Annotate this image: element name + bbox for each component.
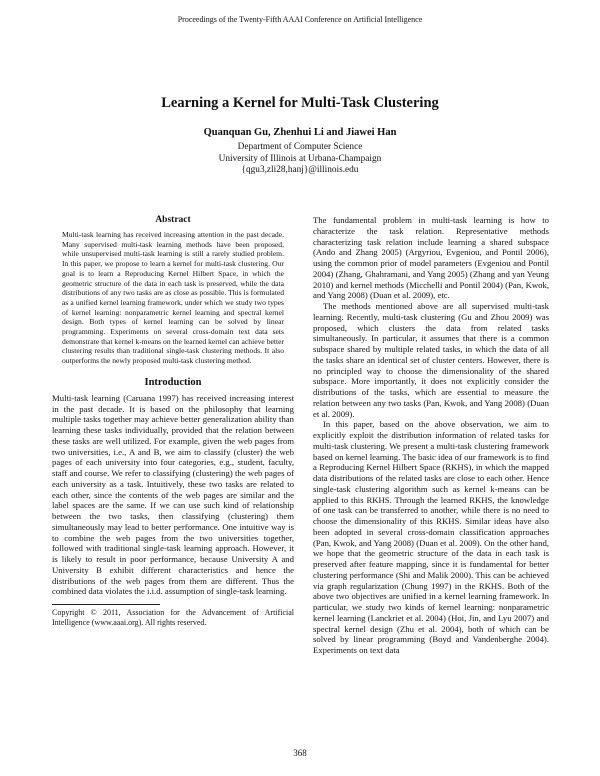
right-column: [313, 215, 549, 656]
body-paragraph-1: The fundamental problem in multi-task learning is how to characterize the task relation. Representative methods characterizing task relation include learning a shared subspace (Ando and Zhang 2005) (Argyriou, Evgeniou, and Pontil 2006), using the common prior of model parameters (Evgeniou and Pontil 2004) (Zhang, Ghahramani, and Yang 2005) (Zhang and yan Yeung 2010) and kernel methods (Micchelli and Pontil 2004) (Pan, Kwok, and Yang 2008) (Duan et al. 2009), etc.: [313, 215, 549, 301]
department: Department of Computer Science: [237, 142, 363, 152]
abstract-heading: Abstract: [155, 215, 191, 225]
left-column: [52, 215, 294, 628]
page-number: 368: [293, 748, 307, 758]
university: University of Illinois at Urbana-Champaign: [218, 153, 382, 164]
footnote-rule: [52, 604, 160, 605]
copyright-notice: Copyright © 2011, Association for the Advancement of Artificial Intelligence (www.aaai.org). All rights reserved.: [52, 608, 294, 627]
proceedings-header: Proceedings of the Twenty-Fifth AAAI Conference on Artificial Intelligence: [177, 15, 423, 24]
body-paragraph-3: In this paper, based on the above observation, we aim to explicitly exploit the distribution information of related tasks for multi-task clustering. We present a multi-task clustering framework based on kernel learning. The basic idea of our framework is to find a Reproducing Kernel Hilbert Space (RKHS), in which the mapped data distributions of the related tasks are close to each other. Hence single-task clustering algorithm such as kernel k-means can be applied to this RKHS. Through the learned RKHS, the knowledge of one task can be transferred to another, while there is no need to choose the dimensionality of this RKHS. Similar ideas have also been adopted in several cross-domain classification approaches (Pan, Kwok, and Yang 2008) (Duan et al. 2009). On the other hand, we hope that the geometric structure of the data in each task is preserved after feature mapping, since it is fundamental for better clustering performance (Shi and Malik 2000). This can be achieved via graph regularization (Chung 1997) in the RKHS. Both of the above two objectives are unified in a kernel learning framework. In particular, we study two kinds of kernel learning: nonparametric kernel learning (Lanckriet et al. 2004) (Hoi, Jin, and Lyu 2007) and spectral kernel design (Zhu et al. 2004), both of which can be solved by linear programming (Boyd and Vandenberghe 2004). Experiments on text data: [313, 419, 550, 655]
abstract-text: Multi-task learning has received increasing attention in the past decade. Many supervised multi-task learning methods have been proposed, while unsupervised multi-task learning is still a rarely studied problem. In this paper, we propose to learn a kernel for multi-task clustering. Our goal is to learn a Reproducing Kernel Hilbert Space, in which the geometric structure of the data in each task is preserved, while the data distributions of any two tasks are as close as possible. This is formulated as a unified kernel learning framework, under which we study two types of kernel learning: nonparametric kernel learning and spectral kernel design. Both types of kernel learning can be solved by linear programming. Experiments on several cross-domain text data sets demonstrate that kernel k-means on the learned kernel can achieve better clustering results than traditional single-task clustering methods. It also outperforms the newly proposed multi-task clustering method.: [62, 230, 284, 366]
paper-authors: Quanquan Gu, Zhenhui Li and Jiawei Han: [203, 127, 397, 138]
paper-title: Learning a Kernel for Multi-Task Clustering: [161, 95, 439, 111]
author-email: {qgu3,zli28,hanj}@illinois.edu: [241, 165, 359, 175]
author-affiliation: [0, 142, 600, 177]
introduction-paragraph: Multi-task learning (Caruana 1997) has received increasing interest in the past decade. It is based on the philosophy that learning multiple tasks together may achieve better generalization ability than learning these tasks individually, provided that the relation between these tasks are well utilized. For example, given the web pages from two universities, i.e., A and B, we aim to classify (cluster) the web pages of each university into four categories, e.g., student, faculty, staff and course. We refer to classifying (clustering) the web pages of each university as a task. Intuitively, these two tasks are related to each other, since the contents of the web pages are similar and the label spaces are the same. If we can use such kind of relationship between the two tasks, then classifying (clustering) them simultaneously may lead to better performance. One intuitive way is to combine the web pages from the two universities together, followed with traditional single-task learning approach. However, it is likely to result in poor performance, because University A and University B exhibit different characteristics and hence the distributions of the web pages from them are different. Thus the combined data violates the i.i.d. assumption of single-task learning.: [52, 392, 294, 597]
body-paragraph-2: The methods mentioned above are all supervised multi-task learning. Recently, multi-task clustering (Gu and Zhou 2009) was proposed, which clusters the data from related tasks simultaneously. In particular, it assumes that there is a common subspace shared by multiple related tasks, in which the data of all the tasks share an identical set of cluster centers. However, there is no principled way to choose the dimensionality of the shared subspace. More importantly, it does not explicitly consider the distributions of the tasks, which are essential to measure the relation between any two tasks (Pan, Kwok, and Yang 2008) (Duan et al. 2009).: [313, 301, 549, 419]
introduction-heading: Introduction: [144, 376, 202, 388]
